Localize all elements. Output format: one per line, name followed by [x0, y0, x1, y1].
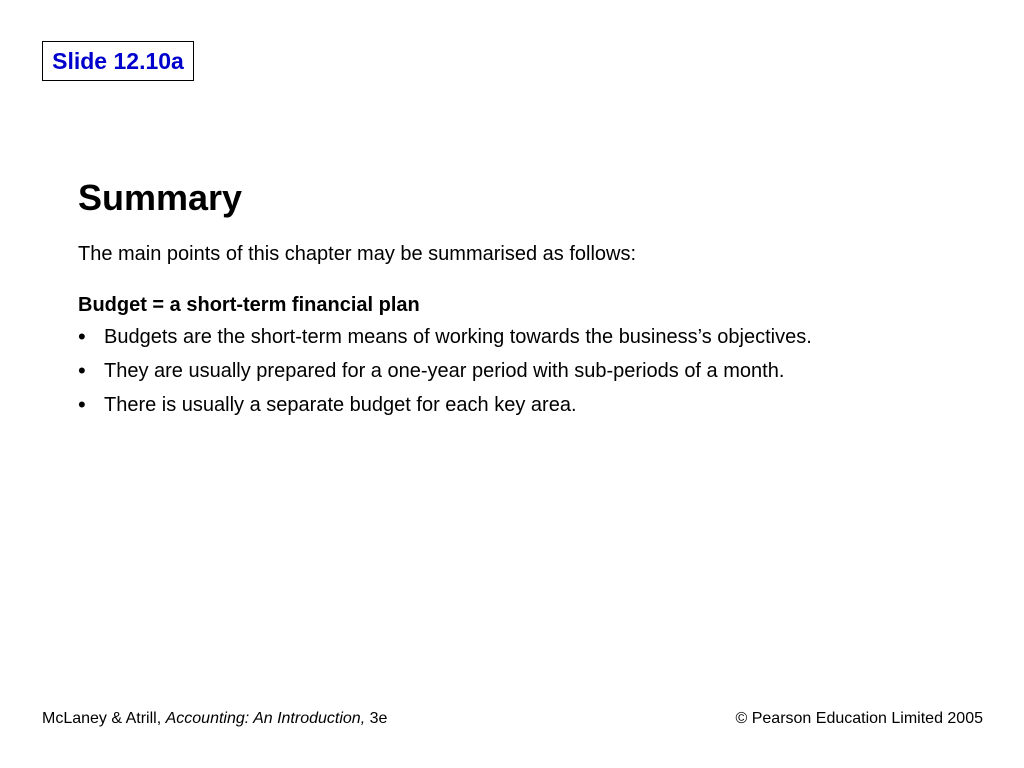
footer-authors: McLaney & Atrill, — [42, 710, 162, 727]
bullet-text: Budgets are the short-term means of working towards the business’s objectives. — [104, 326, 812, 348]
bullet-item — [78, 324, 998, 350]
bullet-icon: • — [78, 324, 86, 349]
summary-section — [78, 292, 998, 426]
slide-title: Summary — [78, 177, 243, 218]
footer-edition: 3e — [369, 710, 388, 727]
bullet-icon: • — [78, 392, 86, 417]
bullet-item — [78, 358, 998, 384]
section-heading: Budget = a short-term financial plan — [78, 294, 420, 316]
bullet-text: There is usually a separate budget for each key area. — [104, 394, 577, 416]
footer-copyright: © Pearson Education Limited 2005 — [735, 710, 983, 727]
bullet-item — [78, 392, 998, 418]
bullet-list — [78, 324, 998, 418]
footer-book-title: Accounting: An Introduction, — [165, 710, 366, 727]
bullet-text: They are usually prepared for a one-year period with sub-periods of a month. — [104, 360, 785, 382]
footer-citation — [42, 709, 387, 729]
bullet-icon: • — [78, 358, 86, 383]
slide-number-badge: Slide 12.10a — [42, 41, 194, 81]
intro-text: The main points of this chapter may be summarised as follows: — [78, 243, 637, 265]
